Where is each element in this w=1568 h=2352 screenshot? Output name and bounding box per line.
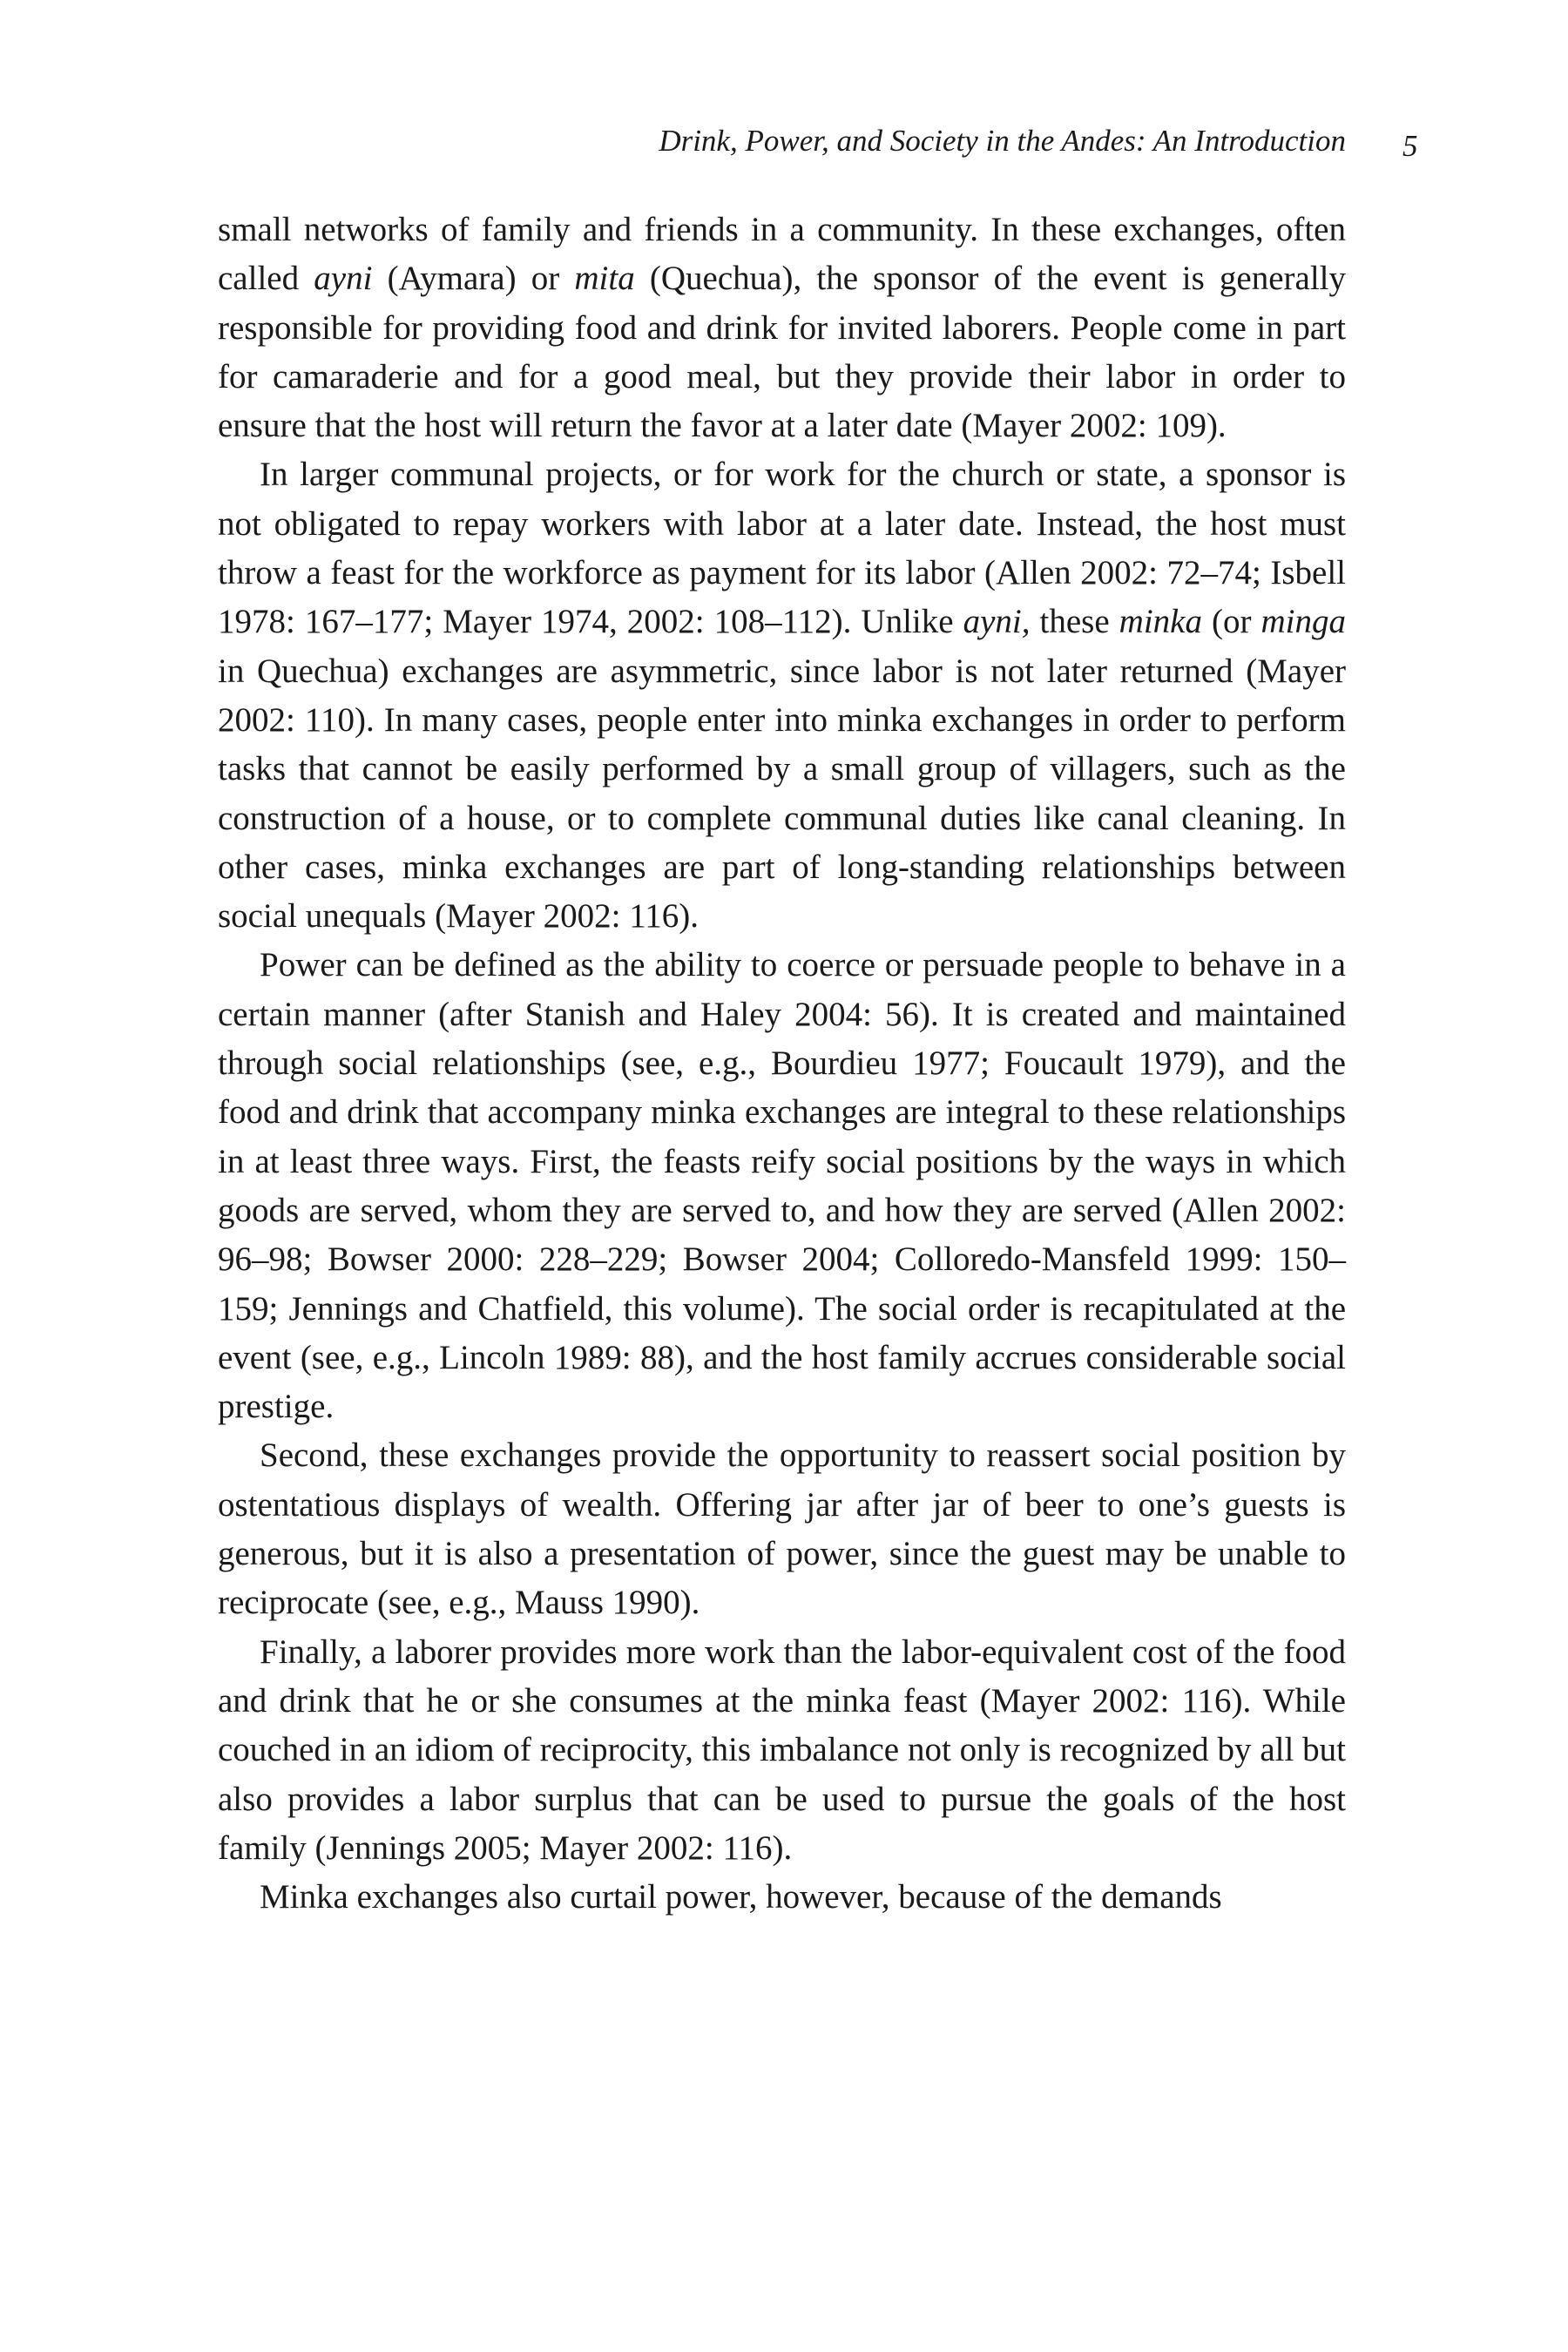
text-run: Finally, a laborer provides more work than the labor-equivalent cost of the food and drink that he or she consumes at the minka feast (Mayer 2002: 116). While couched in an idiom of reciprocity, this imbalance not only is recognized by all but also provides a labor surplus that can be used to pursue the goals of the host family (Jennings 2005; Mayer 2002: 116). <box>218 1632 1346 1867</box>
page-number: 5 <box>1402 129 1418 163</box>
text-run: in Quechua) exchanges are asymmetric, since labor is not later returned (Mayer 2002: 110). In many cases, people enter into minka exchanges in order to perform tasks that cannot be easily performed by a small group of villagers, such as the construction of a house, or to complete communal duties like canal cleaning. In other cases, minka exchanges are part of long-standing relationships between social unequals (Mayer 2002: 116). <box>218 652 1346 936</box>
paragraph <box>218 941 1346 1431</box>
paragraph <box>218 206 1346 450</box>
running-head: Drink, Power, and Society in the Andes: An Introduction <box>659 124 1346 158</box>
italic-term: minga <box>1260 603 1346 641</box>
text-run: Second, these exchanges provide the opportunity to reassert social position by ostentatious displays of wealth. Offering jar after jar of beer to one’s guests is generous, but it is also a presentation of power, since the guest may be unable to reciprocate (see, e.g., Mauss 1990). <box>218 1436 1346 1622</box>
paragraph <box>218 1873 1346 1922</box>
paragraph <box>218 1628 1346 1873</box>
italic-term: ayni <box>314 260 373 298</box>
italic-term: minka <box>1119 603 1202 641</box>
text-run: these <box>1030 603 1119 641</box>
italic-term: mita <box>574 260 635 298</box>
text-run: Power can be defined as the ability to coerce or persuade people to behave in a certain manner (after Stanish and Haley 2004: 56). It is created and maintained through social relationships (see, e.g., Bourdieu 1977; Foucault 1979), and the food and drink that accompany minka exchanges are integral to these relationships in at least three ways. First, the feasts reify social positions by the ways in which goods are served, whom they are served to, and how they are served (Allen 2002: 96–98; Bowser 2000: 228–229; Bowser 2004; Colloredo-Mansfeld 1999: 150–159; Jennings and Chatfield, this volume). The social order is recapitulated at the event (see, e.g., Lincoln 1989: 88), and the host family accrues considerable social prestige. <box>218 946 1346 1426</box>
text-run: Minka exchanges also curtail power, however, because of the demands <box>260 1878 1222 1916</box>
text-run: small networks of family and friends in a community. In these exchanges, often called <box>218 211 1346 298</box>
text-run: In larger communal projects, or for work for the church or state, a sponsor is not obligated to repay workers with labor at a later date. Instead, the host must throw a feast for the workforce as payment for its labor (Allen 2002: 72–74; Isbell 1978: 167–177; Mayer 1974, 2002: 108–112). Unlike <box>218 456 1346 641</box>
text-run: (Quechua), the sponsor of the event is generally responsible for providing food and drink for invited laborers. People come in part for camaraderie and for a good meal, but they provide their labor in order to ensure that the host will return the favor at a later date (Mayer 2002: 109). <box>218 260 1346 445</box>
text-run: (or <box>1201 603 1261 641</box>
italic-term: ayni, <box>963 603 1031 641</box>
body-text <box>218 206 1346 1922</box>
paragraph <box>218 1431 1346 1627</box>
paragraph <box>218 450 1346 941</box>
text-run: (Aymara) or <box>372 260 575 298</box>
